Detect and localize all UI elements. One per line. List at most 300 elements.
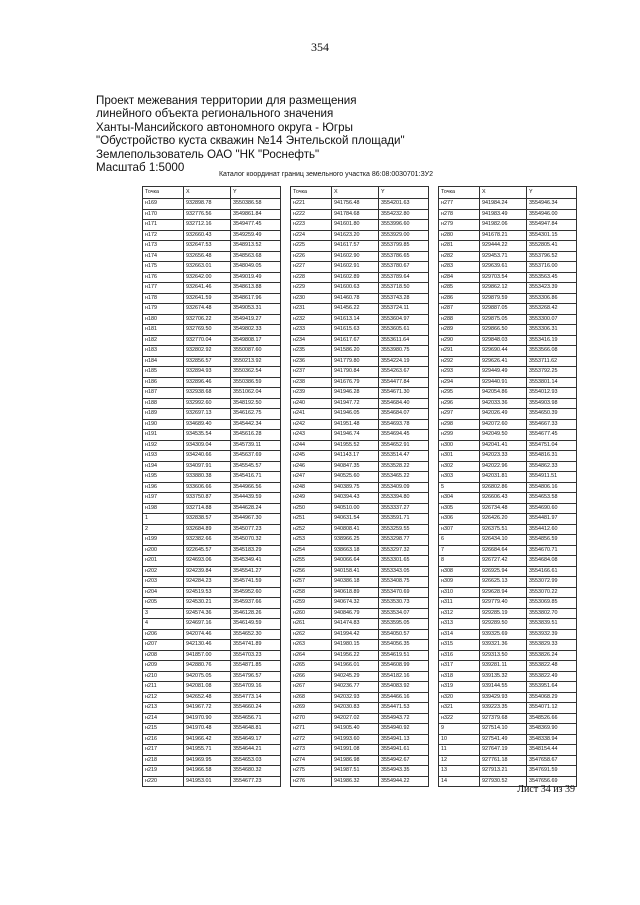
table-row bbox=[291, 377, 429, 388]
table-row bbox=[291, 724, 429, 735]
x-cell: 929879.59 bbox=[480, 293, 527, 304]
y-cell: 3553408.75 bbox=[379, 577, 429, 588]
point-cell: н225 bbox=[291, 241, 332, 252]
y-cell: 3549259.49 bbox=[231, 230, 281, 241]
page-number: 354 bbox=[311, 40, 329, 54]
point-cell: н256 bbox=[291, 566, 332, 577]
x-cell: 940245.29 bbox=[332, 671, 379, 682]
coordinates-tables bbox=[142, 186, 582, 784]
y-cell: 3553822.49 bbox=[527, 671, 577, 682]
x-cell: 929444.22 bbox=[480, 241, 527, 252]
x-cell: 927930.52 bbox=[480, 776, 527, 787]
point-cell: н313 bbox=[439, 619, 480, 630]
table-row bbox=[439, 619, 577, 630]
table-row bbox=[143, 535, 281, 546]
table-row bbox=[291, 388, 429, 399]
x-cell: 941617.57 bbox=[332, 241, 379, 252]
table-row bbox=[439, 493, 577, 504]
y-cell: 3553301.65 bbox=[379, 556, 429, 567]
table-row bbox=[291, 325, 429, 336]
table-row bbox=[143, 304, 281, 315]
x-cell: 941966.42 bbox=[184, 734, 231, 745]
x-cell: 941756.48 bbox=[332, 199, 379, 210]
x-cell: 932769.50 bbox=[184, 325, 231, 336]
y-cell: 3553465.22 bbox=[379, 472, 429, 483]
point-cell: н188 bbox=[143, 398, 184, 409]
table-row bbox=[291, 230, 429, 241]
table-row bbox=[291, 430, 429, 441]
table-row bbox=[291, 556, 429, 567]
point-cell: н319 bbox=[439, 682, 480, 693]
y-cell: 3554943.72 bbox=[379, 713, 429, 724]
table-row bbox=[143, 640, 281, 651]
y-cell: 3545070.32 bbox=[231, 535, 281, 546]
table-row bbox=[439, 692, 577, 703]
y-cell: 3553297.32 bbox=[379, 545, 429, 556]
x-cell: 942026.49 bbox=[480, 409, 527, 420]
x-cell: 939321.36 bbox=[480, 640, 527, 651]
table-row bbox=[143, 755, 281, 766]
y-cell: 3554166.61 bbox=[527, 566, 577, 577]
x-cell: 942030.83 bbox=[332, 703, 379, 714]
point-cell: н223 bbox=[291, 220, 332, 231]
point-cell: н189 bbox=[143, 409, 184, 420]
y-cell: 3545952.60 bbox=[231, 587, 281, 598]
x-cell: 932992.60 bbox=[184, 398, 231, 409]
y-cell: 3548192.50 bbox=[231, 398, 281, 409]
y-cell: 3553789.64 bbox=[379, 272, 429, 283]
y-cell: 3554941.13 bbox=[379, 734, 429, 745]
x-cell: 941956.22 bbox=[332, 650, 379, 661]
catalog-title: Каталог координат границ земельного участка 86:08:0030701:ЗУ2 bbox=[218, 171, 434, 178]
y-cell: 3554946.34 bbox=[527, 199, 577, 210]
x-cell: 932382.66 bbox=[184, 535, 231, 546]
y-cell: 3553409.09 bbox=[379, 482, 429, 493]
y-cell: 3545541.27 bbox=[231, 566, 281, 577]
x-cell: 941617.67 bbox=[332, 335, 379, 346]
x-cell: 941970.90 bbox=[184, 713, 231, 724]
table-row bbox=[439, 251, 577, 262]
x-cell: 941905.40 bbox=[332, 724, 379, 735]
point-cell: н176 bbox=[143, 272, 184, 283]
x-cell: 932663.01 bbox=[184, 262, 231, 273]
x-cell: 932896.46 bbox=[184, 377, 231, 388]
x-cell: 942130.46 bbox=[184, 640, 231, 651]
x-cell: 941623.20 bbox=[332, 230, 379, 241]
table-row bbox=[291, 251, 429, 262]
y-cell: 3547691.59 bbox=[527, 766, 577, 777]
y-cell: 3554071.12 bbox=[527, 703, 577, 714]
y-cell: 3553780.67 bbox=[379, 262, 429, 273]
y-cell: 3553604.97 bbox=[379, 314, 429, 325]
x-cell: 929313.50 bbox=[480, 650, 527, 661]
x-cell: 926426.20 bbox=[480, 514, 527, 525]
point-cell: н179 bbox=[143, 304, 184, 315]
point-cell: н275 bbox=[291, 766, 332, 777]
y-cell: 3551062.04 bbox=[231, 388, 281, 399]
y-cell: 3550386.58 bbox=[231, 199, 281, 210]
y-cell: 3548526.66 bbox=[527, 713, 577, 724]
point-cell: н201 bbox=[143, 556, 184, 567]
y-cell: 3553839.51 bbox=[527, 619, 577, 630]
point-cell: н231 bbox=[291, 304, 332, 315]
y-cell: 3554690.60 bbox=[527, 503, 577, 514]
table-row bbox=[439, 388, 577, 399]
point-cell: н203 bbox=[143, 577, 184, 588]
point-cell: н228 bbox=[291, 272, 332, 283]
y-cell: 3554684.08 bbox=[527, 556, 577, 567]
table-row bbox=[291, 262, 429, 273]
y-cell: 3553300.07 bbox=[527, 314, 577, 325]
table-row bbox=[439, 377, 577, 388]
x-cell: 929875.05 bbox=[480, 314, 527, 325]
table-row bbox=[291, 766, 429, 777]
x-cell: 932674.48 bbox=[184, 304, 231, 315]
table-row bbox=[291, 440, 429, 451]
table-row bbox=[291, 451, 429, 462]
table-row bbox=[291, 629, 429, 640]
table-row bbox=[143, 493, 281, 504]
point-cell: н204 bbox=[143, 587, 184, 598]
x-cell: 926625.13 bbox=[480, 577, 527, 588]
point-cell: н274 bbox=[291, 755, 332, 766]
y-cell: 3554911.51 bbox=[527, 472, 577, 483]
table-row bbox=[291, 472, 429, 483]
table-row bbox=[291, 209, 429, 220]
x-cell: 941993.60 bbox=[332, 734, 379, 745]
y-cell: 3554201.63 bbox=[379, 199, 429, 210]
point-cell: н272 bbox=[291, 734, 332, 745]
x-cell: 932684.89 bbox=[184, 524, 231, 535]
y-cell: 3554667.33 bbox=[527, 419, 577, 430]
point-cell: н226 bbox=[291, 251, 332, 262]
y-cell: 3546128.26 bbox=[231, 608, 281, 619]
point-cell: н304 bbox=[439, 493, 480, 504]
column-header-x: X bbox=[184, 187, 231, 199]
y-cell: 3546149.59 bbox=[231, 619, 281, 630]
point-cell: н238 bbox=[291, 377, 332, 388]
column-header-point: Точка bbox=[143, 187, 184, 199]
y-cell: 3554301.15 bbox=[527, 230, 577, 241]
x-cell: 941678.21 bbox=[480, 230, 527, 241]
point-cell: н198 bbox=[143, 503, 184, 514]
table-row bbox=[143, 272, 281, 283]
table-row bbox=[143, 419, 281, 430]
table-row bbox=[439, 724, 577, 735]
y-cell: 3554942.67 bbox=[379, 755, 429, 766]
x-cell: 940631.54 bbox=[332, 514, 379, 525]
table-row bbox=[439, 346, 577, 357]
table-row bbox=[143, 724, 281, 735]
point-cell: н298 bbox=[439, 419, 480, 430]
table-row bbox=[143, 241, 281, 252]
y-cell: 3548369.90 bbox=[527, 724, 577, 735]
x-cell: 932641.59 bbox=[184, 293, 231, 304]
point-cell: н242 bbox=[291, 419, 332, 430]
point-cell: н265 bbox=[291, 661, 332, 672]
x-cell: 940618.89 bbox=[332, 587, 379, 598]
y-cell: 3554806.16 bbox=[527, 482, 577, 493]
table-row bbox=[143, 661, 281, 672]
point-cell: н178 bbox=[143, 293, 184, 304]
point-cell: 10 bbox=[439, 734, 480, 745]
x-cell: 927913.21 bbox=[480, 766, 527, 777]
table-row bbox=[143, 335, 281, 346]
x-cell: 941474.83 bbox=[332, 619, 379, 630]
table-row bbox=[439, 514, 577, 525]
x-cell: 932697.13 bbox=[184, 409, 231, 420]
x-cell: 941857.00 bbox=[184, 650, 231, 661]
table-row bbox=[143, 262, 281, 273]
y-cell: 3554693.78 bbox=[379, 419, 429, 430]
y-cell: 3553534.07 bbox=[379, 608, 429, 619]
table-row bbox=[143, 556, 281, 567]
y-cell: 3554677.23 bbox=[231, 776, 281, 787]
table-row bbox=[291, 220, 429, 231]
x-cell: 941790.84 bbox=[332, 367, 379, 378]
table-row bbox=[291, 419, 429, 430]
y-cell: 3554796.57 bbox=[231, 671, 281, 682]
x-cell: 932641.46 bbox=[184, 283, 231, 294]
point-cell: н318 bbox=[439, 671, 480, 682]
table-row bbox=[439, 640, 577, 651]
table-row bbox=[291, 703, 429, 714]
y-cell: 3547656.69 bbox=[527, 776, 577, 787]
y-cell: 3554660.24 bbox=[231, 703, 281, 714]
table-row bbox=[439, 241, 577, 252]
point-cell: н294 bbox=[439, 377, 480, 388]
x-cell: 924697.16 bbox=[184, 619, 231, 630]
x-cell: 942027.02 bbox=[332, 713, 379, 724]
point-cell: н302 bbox=[439, 461, 480, 472]
y-cell: 3545349.41 bbox=[231, 556, 281, 567]
table-row bbox=[291, 461, 429, 472]
x-cell: 941602.90 bbox=[332, 251, 379, 262]
table-row bbox=[439, 367, 577, 378]
point-cell: н234 bbox=[291, 335, 332, 346]
point-cell: н237 bbox=[291, 367, 332, 378]
table-row bbox=[291, 713, 429, 724]
point-cell: н254 bbox=[291, 545, 332, 556]
point-cell: н249 bbox=[291, 493, 332, 504]
x-cell: 929703.54 bbox=[480, 272, 527, 283]
point-cell: н260 bbox=[291, 608, 332, 619]
y-cell: 3544439.59 bbox=[231, 493, 281, 504]
x-cell: 932838.57 bbox=[184, 514, 231, 525]
x-cell: 929628.94 bbox=[480, 587, 527, 598]
x-cell: 939144.55 bbox=[480, 682, 527, 693]
point-cell: н213 bbox=[143, 703, 184, 714]
point-cell: н306 bbox=[439, 514, 480, 525]
y-cell: 3553996.60 bbox=[379, 220, 429, 231]
table-row bbox=[143, 629, 281, 640]
y-cell: 3545637.69 bbox=[231, 451, 281, 462]
point-cell: н271 bbox=[291, 724, 332, 735]
y-cell: 3554477.84 bbox=[379, 377, 429, 388]
coordinates-table-3 bbox=[438, 186, 577, 787]
table-row bbox=[439, 713, 577, 724]
point-cell: н296 bbox=[439, 398, 480, 409]
heading-line: Ханты-Мансийского автономного округа - Югры bbox=[96, 120, 353, 134]
x-cell: 941991.08 bbox=[332, 745, 379, 756]
x-cell: 941986.98 bbox=[332, 755, 379, 766]
table-row bbox=[143, 367, 281, 378]
point-cell: н193 bbox=[143, 451, 184, 462]
table-row bbox=[143, 524, 281, 535]
point-cell: н277 bbox=[439, 199, 480, 210]
table-row bbox=[439, 314, 577, 325]
point-cell: н236 bbox=[291, 356, 332, 367]
point-cell: н251 bbox=[291, 514, 332, 525]
point-cell: н200 bbox=[143, 545, 184, 556]
x-cell: 941951.48 bbox=[332, 419, 379, 430]
y-cell: 3554903.98 bbox=[527, 398, 577, 409]
x-cell: 924530.21 bbox=[184, 598, 231, 609]
point-cell: н291 bbox=[439, 346, 480, 357]
point-cell: н285 bbox=[439, 283, 480, 294]
point-cell: н293 bbox=[439, 367, 480, 378]
point-cell: н312 bbox=[439, 608, 480, 619]
y-cell: 3554182.16 bbox=[379, 671, 429, 682]
table-row bbox=[291, 272, 429, 283]
y-cell: 3553799.85 bbox=[379, 241, 429, 252]
x-cell: 941600.63 bbox=[332, 283, 379, 294]
y-cell: 3553337.27 bbox=[379, 503, 429, 514]
table-row bbox=[291, 598, 429, 609]
x-cell: 934535.54 bbox=[184, 430, 231, 441]
y-cell: 3548154.44 bbox=[527, 745, 577, 756]
point-cell: н187 bbox=[143, 388, 184, 399]
table-row bbox=[143, 566, 281, 577]
x-cell: 941602.89 bbox=[332, 272, 379, 283]
x-cell: 941946.05 bbox=[332, 409, 379, 420]
x-cell: 924284.23 bbox=[184, 577, 231, 588]
x-cell: 929779.40 bbox=[480, 598, 527, 609]
x-cell: 938663.18 bbox=[332, 545, 379, 556]
point-cell: н172 bbox=[143, 230, 184, 241]
table-row bbox=[143, 713, 281, 724]
y-cell: 3553423.39 bbox=[527, 283, 577, 294]
table-row bbox=[143, 430, 281, 441]
table-row bbox=[143, 356, 281, 367]
point-cell: н186 bbox=[143, 377, 184, 388]
x-cell: 940510.00 bbox=[332, 503, 379, 514]
x-cell: 940808.41 bbox=[332, 524, 379, 535]
x-cell: 941947.72 bbox=[332, 398, 379, 409]
point-cell: н217 bbox=[143, 745, 184, 756]
table-row bbox=[143, 220, 281, 231]
x-cell: 941676.79 bbox=[332, 377, 379, 388]
point-cell: н169 bbox=[143, 199, 184, 210]
x-cell: 941784.68 bbox=[332, 209, 379, 220]
y-cell: 3549053.31 bbox=[231, 304, 281, 315]
point-cell: н221 bbox=[291, 199, 332, 210]
y-cell: 3548913.52 bbox=[231, 241, 281, 252]
table-header-row bbox=[143, 187, 281, 199]
table-row bbox=[291, 776, 429, 787]
y-cell: 3554677.45 bbox=[527, 430, 577, 441]
y-cell: 3553259.55 bbox=[379, 524, 429, 535]
x-cell: 942075.05 bbox=[184, 671, 231, 682]
y-cell: 3553470.69 bbox=[379, 587, 429, 598]
y-cell: 3553298.77 bbox=[379, 535, 429, 546]
point-cell: н196 bbox=[143, 482, 184, 493]
table-row bbox=[439, 629, 577, 640]
x-cell: 939429.93 bbox=[480, 692, 527, 703]
point-cell: н220 bbox=[143, 776, 184, 787]
x-cell: 932776.56 bbox=[184, 209, 231, 220]
table-row bbox=[291, 398, 429, 409]
point-cell: н261 bbox=[291, 619, 332, 630]
table-row bbox=[439, 430, 577, 441]
y-cell: 3554741.89 bbox=[231, 640, 281, 651]
x-cell: 927647.19 bbox=[480, 745, 527, 756]
table-row bbox=[439, 745, 577, 756]
table-row bbox=[291, 692, 429, 703]
point-cell: н216 bbox=[143, 734, 184, 745]
table-row bbox=[439, 524, 577, 535]
x-cell: 932898.78 bbox=[184, 199, 231, 210]
point-cell: 5 bbox=[439, 482, 480, 493]
x-cell: 924693.06 bbox=[184, 556, 231, 567]
table-row bbox=[143, 293, 281, 304]
table-row bbox=[143, 451, 281, 462]
y-cell: 3554947.84 bbox=[527, 220, 577, 231]
y-cell: 3554012.93 bbox=[527, 388, 577, 399]
x-cell: 929449.49 bbox=[480, 367, 527, 378]
point-cell: н230 bbox=[291, 293, 332, 304]
point-cell: 3 bbox=[143, 608, 184, 619]
x-cell: 940066.64 bbox=[332, 556, 379, 567]
y-cell: 3545416.71 bbox=[231, 472, 281, 483]
point-cell: н273 bbox=[291, 745, 332, 756]
coordinates-table-1 bbox=[142, 186, 281, 787]
table-row bbox=[439, 220, 577, 231]
point-cell: н300 bbox=[439, 440, 480, 451]
y-cell: 3553829.33 bbox=[527, 640, 577, 651]
point-cell: н224 bbox=[291, 230, 332, 241]
point-cell: н307 bbox=[439, 524, 480, 535]
table-row bbox=[291, 367, 429, 378]
point-cell: н292 bbox=[439, 356, 480, 367]
x-cell: 929626.41 bbox=[480, 356, 527, 367]
x-cell: 941966.01 bbox=[332, 661, 379, 672]
point-cell: н310 bbox=[439, 587, 480, 598]
table-row bbox=[143, 608, 281, 619]
y-cell: 3554751.04 bbox=[527, 440, 577, 451]
y-cell: 3554684.40 bbox=[379, 398, 429, 409]
y-cell: 3548617.96 bbox=[231, 293, 281, 304]
point-cell: н212 bbox=[143, 692, 184, 703]
table-row bbox=[291, 640, 429, 651]
point-cell: н199 bbox=[143, 535, 184, 546]
x-cell: 929639.61 bbox=[480, 262, 527, 273]
table-row bbox=[439, 419, 577, 430]
point-cell: 6 bbox=[439, 535, 480, 546]
x-cell: 926734.48 bbox=[480, 503, 527, 514]
table-row bbox=[439, 682, 577, 693]
table-header-row bbox=[291, 187, 429, 199]
table-row bbox=[143, 377, 281, 388]
y-cell: 3553591.71 bbox=[379, 514, 429, 525]
table-row bbox=[143, 503, 281, 514]
x-cell: 932642.00 bbox=[184, 272, 231, 283]
x-cell: 941994.42 bbox=[332, 629, 379, 640]
point-cell: н266 bbox=[291, 671, 332, 682]
table-row bbox=[439, 598, 577, 609]
y-cell: 3548049.05 bbox=[231, 262, 281, 273]
x-cell: 942072.60 bbox=[480, 419, 527, 430]
